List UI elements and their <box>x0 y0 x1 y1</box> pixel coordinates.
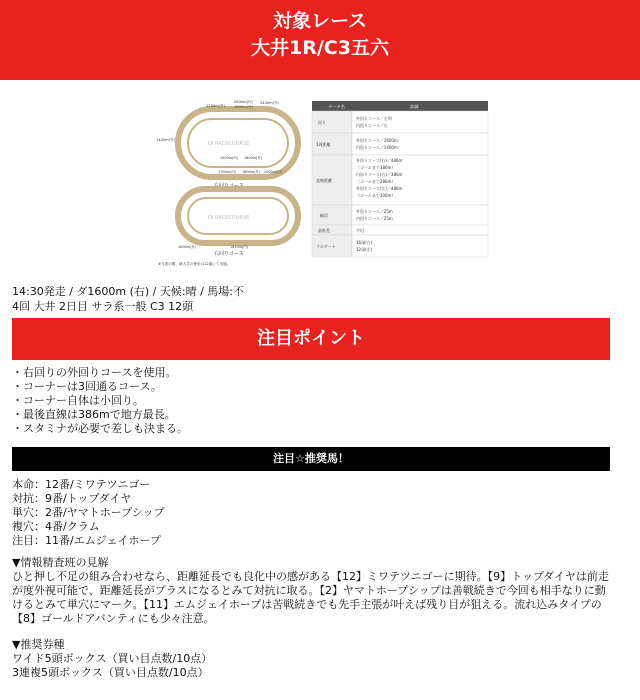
analysis-section <box>12 556 612 626</box>
pick-honmei: 本命：12番/ミワテツニゴー <box>12 478 151 491</box>
list-item: ・コーナーは3回通るコース。 <box>12 380 162 393</box>
list-item: ・スタミナが必要で差しも決まる。 <box>12 422 188 435</box>
race-conditions: 14:30発走 / ダ1600m (右) / 天候:晴 / 馬場:不 <box>12 285 244 298</box>
pick-fukuana: 複穴：4番/クラム <box>12 520 100 533</box>
table-row-detail: 内回りコース(右)／386m <box>356 172 403 177</box>
table-row-detail: 内回りコース／右 <box>356 123 388 128</box>
table-header-detail: 詳細 <box>410 104 419 109</box>
dist-label: 2600m(内) <box>234 100 254 104</box>
table-row-detail: 外回りコース／1600m <box>356 138 398 143</box>
list-item: ・最後直線は386mで地方最長。 <box>12 408 176 421</box>
picks-bar: 注目☆推奨馬！ <box>12 447 610 471</box>
dist-label: 1200m(外) <box>206 104 226 108</box>
inner-watermark: OI RACECOURSE <box>208 215 250 221</box>
list-item: ・右回りの外回りコースを使用。 <box>12 366 177 379</box>
analysis-heading: ▼情報精査班の見解 <box>12 556 109 569</box>
outer-course-label: 右回りコース <box>214 183 244 189</box>
dist-label: 1800m(外) <box>242 170 260 174</box>
ticket-item: 3連複5頭ボックス（買い目点数/10点） <box>12 666 209 679</box>
table-row-detail: 外回りコース(左)／486m <box>356 186 403 191</box>
course-data-table <box>312 101 488 257</box>
pick-chumoku: 注目：11番/エムジェイホープ <box>12 534 161 547</box>
table-row-detail: 平坦 <box>356 228 364 233</box>
pick-taiko: 対抗：9番/トップダイヤ <box>12 492 132 505</box>
dist-label: 1000m(外) <box>178 245 196 249</box>
dist-label: 1800m(外) <box>234 105 254 109</box>
table-row-detail: 外回りコース(右)／486m <box>356 158 403 163</box>
table-row-detail: （ゴールまで386m） <box>356 165 396 170</box>
table-row-detail: 16頭(右) <box>356 240 373 245</box>
dist-label: 1400m(外) <box>156 138 176 142</box>
table-row-detail: 内回りコース／1400m <box>356 145 398 150</box>
tickets-section <box>12 638 212 680</box>
dist-label: 1650m(内) <box>230 245 248 249</box>
race-class: 4回 大井 2日目 サラ系一般 C3 12頭 <box>12 300 194 313</box>
inner-course-label: 右回りコース <box>214 251 244 257</box>
dist-label: 2000m(内) <box>264 170 282 174</box>
page-header <box>0 0 640 80</box>
table-row-name: 最低差 <box>318 228 330 233</box>
table-row-name: 幅員 <box>320 213 328 218</box>
table-row-name: 1周距離 <box>316 142 331 147</box>
course-footnote: ※当面の間、鋳大井の使用は12頭にて実施。 <box>158 262 231 266</box>
table-row-name: 直線距離 <box>316 178 332 183</box>
table-header-name: データ名 <box>328 104 345 109</box>
table-row-detail: 内回りコース／25m <box>356 216 393 221</box>
table-row-detail: 外回りコース／左利 <box>356 116 392 121</box>
dist-label: 1700m(内) <box>218 170 236 174</box>
table-row-detail: 外回りコース／25m <box>356 209 393 214</box>
table-row-detail: （ゴールまで300m） <box>356 193 396 198</box>
outer-watermark: OI RACECOURSE <box>208 141 250 147</box>
ticket-item: ワイド5頭ボックス（買い目点数/10点） <box>12 652 213 665</box>
course-svg <box>148 97 492 269</box>
course-diagram <box>148 97 492 269</box>
points-banner: 注目ポイント <box>12 318 610 360</box>
picks-list <box>12 478 165 548</box>
table-row-detail: 12頭(左) <box>356 247 373 252</box>
list-item: ・コーナー自体は小回り。 <box>12 394 144 407</box>
dist-label: 1600m(外) <box>244 156 262 160</box>
race-info <box>12 284 244 314</box>
dist-label: 2400m(外) <box>260 101 280 105</box>
analysis-body: ひと押し不足の組み合わせなら、距離延長でも良化中の感がある【12】ミワテツニゴーに期待。【9】トップダイヤは前走が度外視可能で、距離延長がプラスになるとみて対抗に取る。【2】ヤマトホープシップは善戦続きで今回も相手なりに動けるとみて単穴にマーク。【11】エムジェイホープは苦戦続きでも先手主張が叶えば残り目が狙える。流れ込みタイプの【8】ゴールドアバンティにも少々注意。 <box>12 570 609 625</box>
dist-label: 1500m(内) <box>220 156 238 160</box>
table-row-name: 回り <box>318 120 326 125</box>
table-row-detail: （ゴールまで286m） <box>356 179 396 184</box>
pick-tanana: 単穴：2番/ヤマトホープシップ <box>12 506 165 519</box>
header-title: 対象レース <box>272 10 368 32</box>
tickets-heading: ▼推奨券種 <box>12 638 65 651</box>
header-race-name: 大井1R/C3五六 <box>251 37 389 59</box>
table-row-name: フルゲート <box>316 244 336 249</box>
points-list <box>12 366 188 436</box>
